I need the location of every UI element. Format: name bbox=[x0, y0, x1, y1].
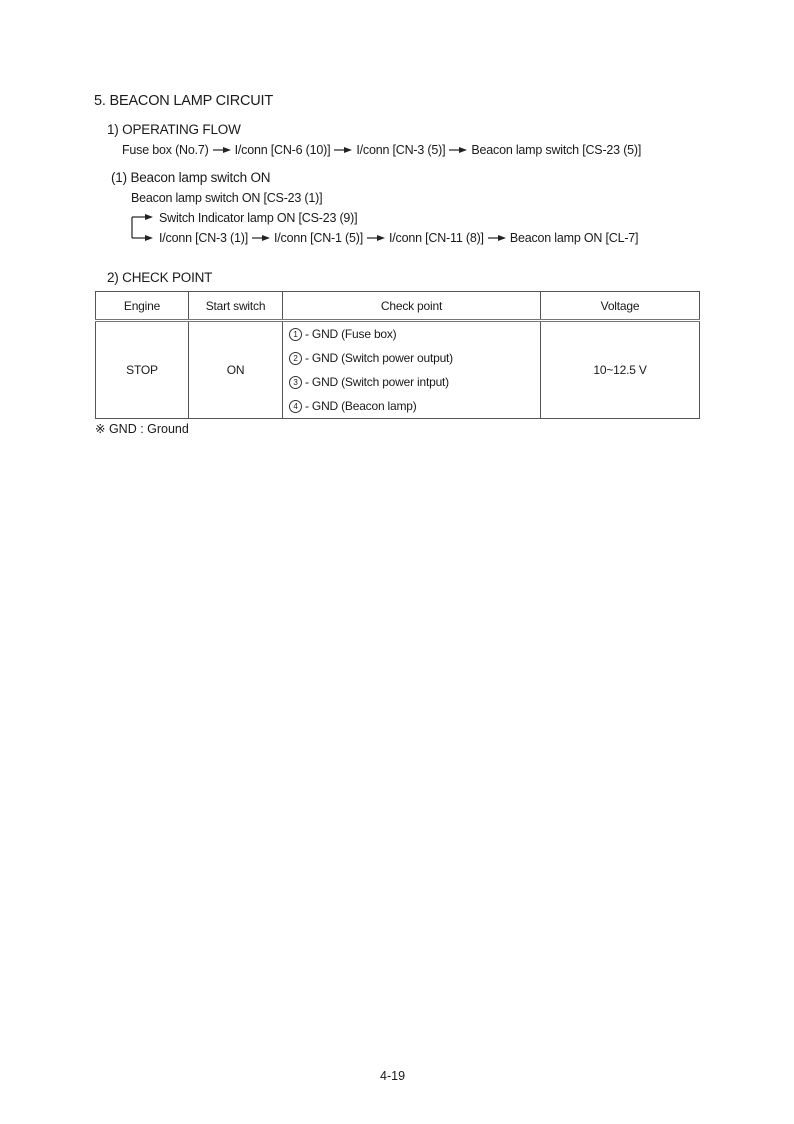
circled-number: 1 bbox=[289, 328, 302, 341]
check-point-text: - GND (Fuse box) bbox=[305, 327, 397, 341]
operating-flow-line bbox=[122, 143, 641, 157]
circled-number: 3 bbox=[289, 376, 302, 389]
page-number: 4-19 bbox=[380, 1069, 406, 1083]
arrow-right-icon bbox=[488, 234, 506, 242]
flow-step: I/conn [CN-11 (8)] bbox=[389, 231, 484, 245]
check-point-item bbox=[289, 370, 540, 394]
arrow-right-icon bbox=[334, 146, 352, 154]
check-point-heading: 2) CHECK POINT bbox=[107, 270, 213, 285]
header-voltage: Voltage bbox=[541, 292, 700, 321]
check-point-text: - GND (Beacon lamp) bbox=[305, 399, 417, 413]
flow-step: Beacon lamp ON [CL-7] bbox=[509, 231, 639, 245]
branch-line-2 bbox=[159, 231, 638, 245]
table-header-row bbox=[96, 292, 700, 321]
header-check-point: Check point bbox=[283, 292, 541, 321]
flow-step: I/conn [CN-1 (5)] bbox=[274, 231, 363, 245]
flow-step: I/conn [CN-3 (5)] bbox=[356, 143, 446, 157]
check-point-item bbox=[289, 394, 540, 418]
section-title: 5. BEACON LAMP CIRCUIT bbox=[94, 93, 274, 109]
sub-heading: (1) Beacon lamp switch ON bbox=[111, 170, 271, 185]
check-point-item bbox=[289, 322, 540, 346]
flow-step: I/conn [CN-3 (1)] bbox=[159, 231, 248, 245]
arrow-right-icon bbox=[213, 146, 231, 154]
header-engine: Engine bbox=[96, 292, 189, 321]
sub-line: Beacon lamp switch ON [CS-23 (1)] bbox=[131, 191, 323, 205]
table-row bbox=[96, 321, 700, 419]
branch-line-1: Switch Indicator lamp ON [CS-23 (9)] bbox=[159, 211, 358, 225]
flow-step: Fuse box (No.7) bbox=[122, 143, 209, 157]
voltage-cell: 10~12.5 V bbox=[541, 321, 700, 419]
circled-number: 4 bbox=[289, 400, 302, 413]
engine-cell: STOP bbox=[96, 321, 189, 419]
check-point-table bbox=[95, 291, 700, 419]
arrow-right-icon bbox=[367, 234, 385, 242]
arrow-right-icon bbox=[252, 234, 270, 242]
operating-flow-heading: 1) OPERATING FLOW bbox=[107, 122, 241, 137]
footnote: ※ GND : Ground bbox=[95, 422, 189, 436]
header-start-switch: Start switch bbox=[189, 292, 283, 321]
check-point-cell bbox=[283, 321, 541, 419]
check-point-text: - GND (Switch power output) bbox=[305, 351, 453, 365]
branch-connector-icon bbox=[131, 213, 153, 243]
flow-step: Beacon lamp switch [CS-23 (5)] bbox=[471, 143, 642, 157]
check-point-item bbox=[289, 346, 540, 370]
arrow-right-icon bbox=[449, 146, 467, 154]
circled-number: 2 bbox=[289, 352, 302, 365]
check-point-text: - GND (Switch power intput) bbox=[305, 375, 449, 389]
start-switch-cell: ON bbox=[189, 321, 283, 419]
flow-step: I/conn [CN-6 (10)] bbox=[234, 143, 331, 157]
